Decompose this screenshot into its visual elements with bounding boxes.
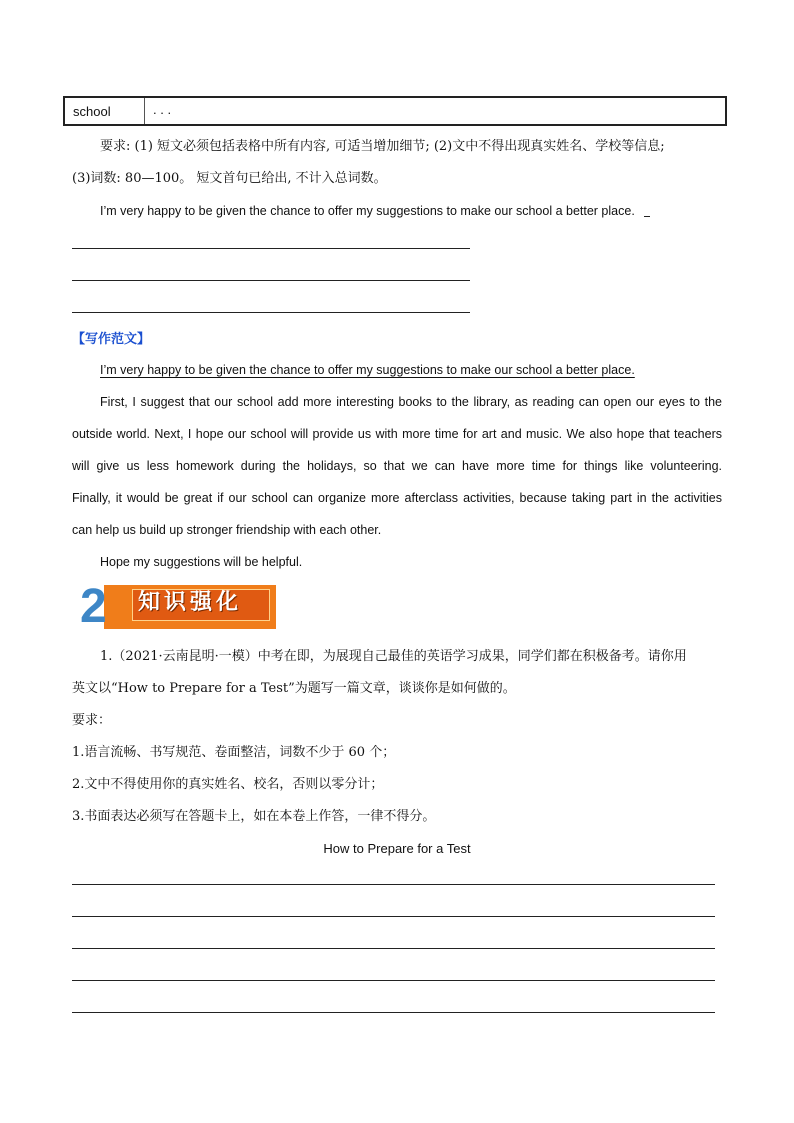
task-line-1: 1.（2021·云南昆明·一模）中考在即，为展现自己最佳的英语学习成果，同学们都在积极备考。请你用 (100, 649, 687, 664)
task-line-2: 英文以“How to Prepare for a Test”为题写一篇文章，谈谈你是如何做的。 (72, 681, 516, 696)
sample-heading: 【写作范文】 (72, 332, 151, 347)
task-requirement-1: 1.语言流畅、书写规范、卷面整洁，词数不少于 60 个； (72, 745, 396, 760)
table-label-cell: school (65, 98, 145, 124)
task-requirement-2: 2.文中不得使用你的真实姓名、校名，否则以零分计； (72, 777, 384, 792)
essay-title: How to Prepare for a Test (323, 841, 471, 856)
answer-line (72, 312, 470, 313)
table-value-cell: . . . (153, 102, 172, 117)
opening-sentence: I’m very happy to be given the chance to offer my suggestions to make our school a better place. (100, 204, 635, 218)
section-number: 2 (80, 580, 107, 633)
requirements-line-2: (3)词数: 80—100。 短文首句已给出, 不计入总词数。 (72, 171, 387, 186)
sample-line-3: will give us less homework during the holidays, so that we can have more time for things like volunteering. (72, 459, 722, 473)
blank-stub (644, 216, 650, 217)
sample-line-5: can help us build up stronger friendship with each other. (72, 523, 382, 537)
essay-line (72, 884, 715, 885)
answer-line (72, 248, 470, 249)
essay-line (72, 980, 715, 981)
essay-line (72, 1012, 715, 1013)
info-table-row (63, 96, 727, 126)
task-requirement-3: 3.书面表达必须写在答题卡上，如在本卷上作答，一律不得分。 (72, 809, 436, 824)
sample-line-4: Finally, it would be great if our school can organize more afterclass activities, because taking part in the activities (72, 491, 722, 505)
requirements-line-1: 要求: (1) 短文必须包括表格中所有内容, 可适当增加细节; (2)文中不得出现真实姓名、学校等信息; (100, 139, 665, 154)
sample-line-1: First, I suggest that our school add more interesting books to the library, as reading can open our eyes to the (100, 395, 722, 409)
task-requirements-label: 要求： (72, 713, 112, 728)
sample-line-2: outside world. Next, I hope our school will provide us with more time for art and music. We also hope that teachers (72, 427, 722, 441)
sample-closing: Hope my suggestions will be helpful. (100, 555, 303, 569)
essay-line (72, 916, 715, 917)
sample-first-line: I’m very happy to be given the chance to offer my suggestions to make our school a better place. (100, 363, 635, 377)
answer-line (72, 280, 470, 281)
essay-line (72, 948, 715, 949)
section-title: 知识强化 (138, 590, 243, 615)
